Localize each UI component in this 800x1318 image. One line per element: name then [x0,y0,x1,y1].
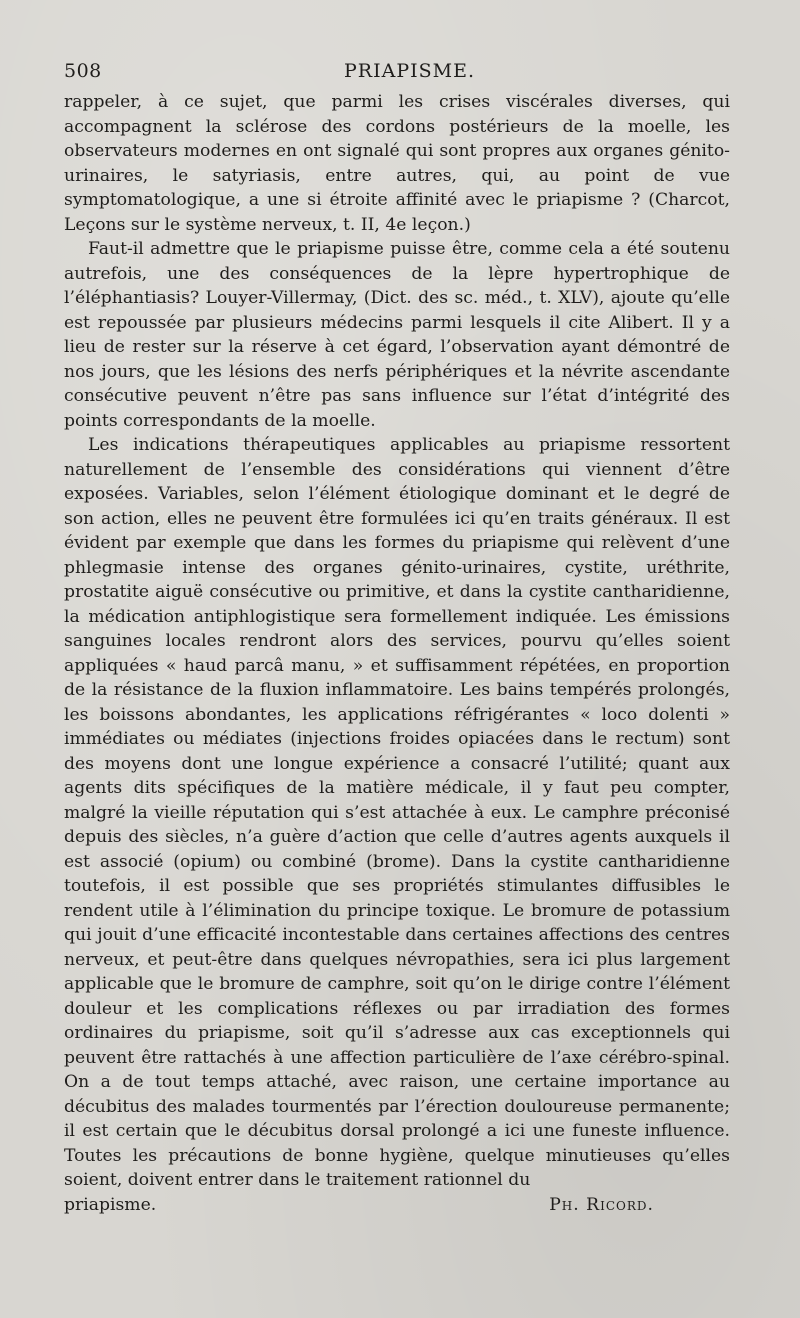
paragraph-2: Faut-il admettre que le priapisme puisse être, comme cela a été soutenu autrefois, une des conséquences de la lèpre hypertrophique de l’éléphantiasis? Louyer-Villermay, (Dict. des sc. méd., t. XLV), ajoute qu’elle est repoussée par plusieurs médecins parmi lesquels il cite Alibert. Il y a lieu de rester sur la réserve à cet égard, l’observation ayant démontré de nos jours, que les lésions des nerfs périphériques et la névrite ascendante consécutive peuvent n’être pas sans influence sur l’état d’intégrité des points correspondants de la moelle. [64,239,730,431]
page-number: 508 [64,60,102,82]
paragraph-1: rappeler, à ce sujet, que parmi les crises viscérales diverses, qui accompagnent la sclérose des cordons postérieurs de la moelle, les observateurs modernes en ont signalé qui sont propres aux organes génito-urinaires, le satyriasis, entre autres, qui, au point de vue symptomatologique, a une si étroite affinité avec le priapisme ? (Charcot, Leçons sur le système nerveux, t. II, 4e leçon.) [64,92,730,235]
running-title: PRIAPISME. [344,60,475,82]
closing-text: priapisme. [64,1194,157,1215]
document-page [64,60,730,1217]
closing-line [64,1193,730,1218]
running-header [64,60,730,90]
body-text [64,90,730,1217]
author-signature: Ph. Ricord. [549,1194,654,1215]
paragraph-3: Les indications thérapeutiques applicables au priapisme ressortent naturellement de l’ensemble des considérations qui viennent d’être exposées. Variables, selon l’élément étiologique dominant et le degré de son action, elles ne peuvent être formulées ici qu’en traits généraux. Il est évident par exemple que dans les formes du priapisme qui relèvent d’une phlegmasie intense des organes génito-urinaires, cystite, uréthrite, prostatite aiguë consécutive ou primitive, et dans la cystite cantharidienne, la médication antiphlogistique sera formellement indiquée. Les émissions sanguines locales rendront alors des services, pourvu qu’elles soient appliquées « haud parcâ manu, » et suffisamment répétées, en proportion de la résistance de la fluxion inflammatoire. Les bains tempérés prolongés, les boissons abondantes, les applications réfrigérantes « loco dolenti » immédiates ou médiates (injections froides opiacées dans le rectum) sont des moyens dont une longue expérience a consacré l’utilité; quant aux agents dits spécifiques de la matière médicale, il y faut peu compter, malgré la vieille réputation qui s’est attachée à eux. Le camphre préconisé depuis des siècles, n’a guère d’action que celle d’autres agents auxquels il est associé (opium) ou combiné (brome). Dans la cystite cantharidienne toutefois, il est possible que ses propriétés stimulantes diffusibles le rendent utile à l’élimination du principe toxique. Le bromure de potassium qui jouit d’une efficacité incontestable dans certaines affections des centres nerveux, et peut-être dans quelques névropathies, sera ici plus largement applicable que le bromure de camphre, soit qu’on le dirige contre l’élément douleur et les complications réflexes ou par irradiation des formes ordinaires du priapisme, soit qu’il s’adresse aux cas exceptionnels qui peuvent être rattachés à une affection particulière de l’axe cérébro-spinal. On a de tout temps attaché, avec raison, une certaine importance au décubitus des malades tourmentés par l’érection douloureuse permanente; il est certain que le décubitus dorsal prolongé a ici une funeste influence. Toutes les précautions de bonne hygiène, quelque minutieuses qu’elles soient, doivent entrer dans le traitement rationnel du [64,435,730,1190]
